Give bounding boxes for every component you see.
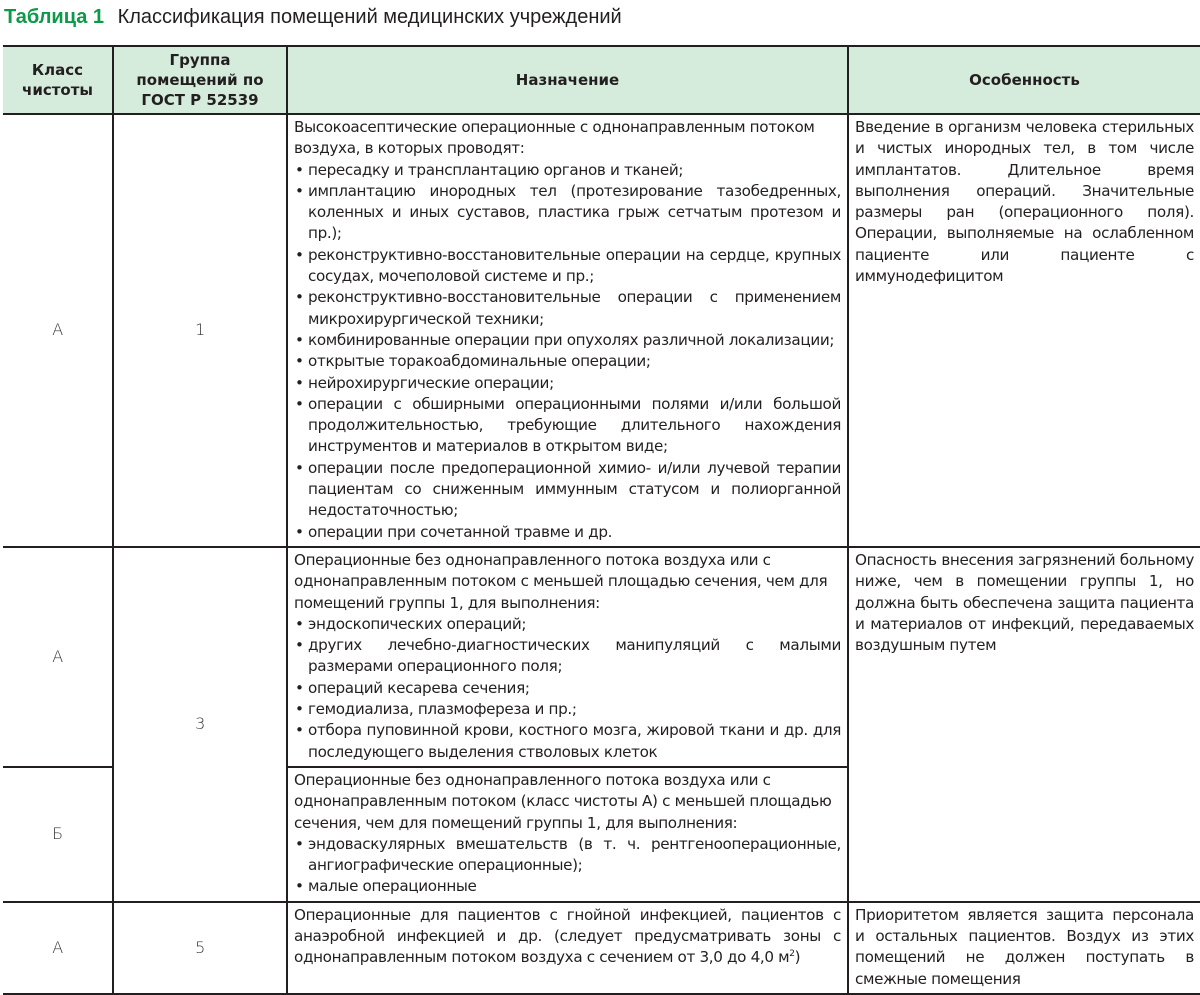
bullet-icon: • bbox=[295, 458, 304, 477]
purpose-list bbox=[294, 614, 841, 763]
bullet-icon: • bbox=[295, 721, 304, 740]
list-item-text: нейрохирургические операции; bbox=[308, 373, 554, 392]
feature-cell: Приоритетом является защита персонала и остальных пациентов. Воздух из этих помещений не должен поступать в смежные помещения bbox=[848, 902, 1200, 994]
list-item bbox=[294, 351, 841, 372]
table-title: Классификация помещений медицинских учреждений bbox=[117, 6, 622, 28]
room-group: 3 bbox=[113, 547, 287, 902]
list-item bbox=[294, 699, 841, 720]
bullet-icon: • bbox=[295, 245, 304, 264]
list-item-text: отбора пуповинной крови, костного мозга, жировой ткани и др. для последующего выделения стволовых клеток bbox=[308, 721, 841, 761]
list-item-text: открытые торакоабдоминальные операции; bbox=[308, 352, 651, 371]
bullet-icon: • bbox=[295, 636, 304, 655]
list-item-text: комбинированные операции при опухолях различной локализации; bbox=[308, 330, 835, 349]
room-group: 1 bbox=[113, 114, 287, 547]
purpose-list bbox=[294, 160, 841, 543]
purpose-text: Операционные для пациентов с гнойной инфекцией, пациентов с анаэробной инфекцией и др. (следует предусматривать зоны с однонаправленным потоком воздуха с сечением от 3,0 до 4,0 м bbox=[294, 905, 841, 967]
list-item bbox=[294, 373, 841, 394]
table-row bbox=[3, 902, 1200, 994]
list-item-text: операции при сочетанной травме и др. bbox=[308, 522, 613, 541]
header-group: Группа помещений по ГОСТ Р 52539 bbox=[113, 46, 287, 114]
list-item bbox=[294, 458, 841, 522]
bullet-icon: • bbox=[295, 373, 304, 392]
list-item bbox=[294, 394, 841, 458]
header-purpose: Назначение bbox=[287, 46, 848, 114]
purpose-cell bbox=[287, 114, 848, 547]
list-item bbox=[294, 614, 841, 635]
list-item-text: малые операционные bbox=[308, 877, 477, 896]
superscript: 2 bbox=[789, 949, 795, 960]
cleanliness-class: А bbox=[3, 114, 113, 547]
purpose-cell bbox=[287, 767, 848, 902]
list-item-text: реконструктивно-восстановительные операции на сердце, крупных сосудах, мочеполовой системе и пр.; bbox=[308, 245, 841, 286]
purpose-tail: ) bbox=[794, 948, 801, 967]
purpose-cell bbox=[287, 902, 848, 994]
list-item-text: эндоваскулярных вмешательств (в т. ч. рентгенооперационные, ангиографические операционные); bbox=[308, 834, 841, 875]
list-item bbox=[294, 287, 841, 330]
bullet-icon: • bbox=[295, 352, 304, 371]
bullet-icon: • bbox=[295, 288, 304, 307]
bullet-icon: • bbox=[295, 160, 304, 179]
list-item bbox=[294, 834, 841, 877]
header-feature: Особенность bbox=[848, 46, 1200, 114]
table-row bbox=[3, 547, 1200, 767]
cleanliness-class: А bbox=[3, 547, 113, 767]
bullet-icon: • bbox=[295, 394, 304, 413]
list-item bbox=[294, 876, 841, 897]
list-item-text: операции с обширными операционными полями и/или большой продолжительностью, требующие длительного нахождения инструментов и материалов в открытом виде; bbox=[308, 394, 841, 456]
list-item-text: эндоскопических операций; bbox=[308, 614, 527, 633]
list-item-text: реконструктивно-восстановительные операции с применением микрохирургической техники; bbox=[308, 288, 841, 328]
list-item-text: гемодиализа, плазмофереза и пр.; bbox=[308, 700, 577, 719]
room-group: 5 bbox=[113, 902, 287, 994]
purpose-cell bbox=[287, 547, 848, 767]
classification-table bbox=[3, 45, 1200, 995]
list-item-text: операций кесарева сечения; bbox=[308, 678, 530, 697]
list-item-text: операции после предоперационной химио- и/или лучевой терапии пациентам со сниженным иммунным статусом и полиорганной недостаточностью; bbox=[308, 458, 841, 520]
purpose-list bbox=[294, 834, 841, 898]
list-item-text: пересадку и трансплантацию органов и тканей; bbox=[308, 160, 684, 179]
feature-cell: Опасность внесения загрязнений больному ниже, чем в помещении группы 1, но должна быть обеспечена защита пациента и материалов от инфекций, передаваемых воздушным путем bbox=[848, 547, 1200, 902]
table-caption bbox=[4, 6, 622, 29]
list-item bbox=[294, 522, 841, 543]
bullet-icon: • bbox=[295, 330, 304, 349]
purpose-intro: Высокоасептические операционные с однонаправленным потоком воздуха, в которых проводят: bbox=[294, 118, 815, 158]
header-class: Класс чистоты bbox=[3, 46, 113, 114]
bullet-icon: • bbox=[295, 834, 304, 853]
cleanliness-class: Б bbox=[3, 767, 113, 902]
header-row bbox=[3, 46, 1200, 114]
list-item bbox=[294, 245, 841, 288]
list-item bbox=[294, 678, 841, 699]
bullet-icon: • bbox=[295, 614, 304, 633]
purpose-intro: Операционные без однонаправленного потока воздуха или с однонаправленным потоком (класс чистоты А) с меньшей площадью сечения, чем для помещений группы 1, для выполнения: bbox=[294, 770, 832, 832]
cleanliness-class: А bbox=[3, 902, 113, 994]
bullet-icon: • bbox=[295, 522, 304, 541]
list-item-text: имплантацию инородных тел (протезирование тазобедренных, коленных и иных суставов, пластика грыж сетчатым протезом и пр.); bbox=[308, 181, 841, 243]
bullet-icon: • bbox=[295, 181, 304, 200]
feature-cell: Введение в организм человека стерильных и чистых инородных тел, в том числе имплантатов. Длительное время выполнения операций. Значительные размеры ран (операционного поля). Операции, выполняемые на ослабленном пациенте или пациенте с иммунодефицитом bbox=[848, 114, 1200, 547]
list-item-text: других лечебно-диагностических манипуляций с малыми размерами операционного поля; bbox=[308, 636, 841, 676]
list-item bbox=[294, 330, 841, 351]
table-number: Таблица 1 bbox=[4, 6, 105, 28]
list-item bbox=[294, 160, 841, 181]
bullet-icon: • bbox=[295, 877, 304, 896]
bullet-icon: • bbox=[295, 700, 304, 719]
list-item bbox=[294, 635, 841, 678]
purpose-intro: Операционные без однонаправленного потока воздуха или с однонаправленным потоком с меньшей площадью сечения, чем для помещений группы 1, для выполнения: bbox=[294, 550, 828, 612]
table-row bbox=[3, 114, 1200, 547]
list-item bbox=[294, 720, 841, 763]
bullet-icon: • bbox=[295, 678, 304, 697]
list-item bbox=[294, 181, 841, 245]
